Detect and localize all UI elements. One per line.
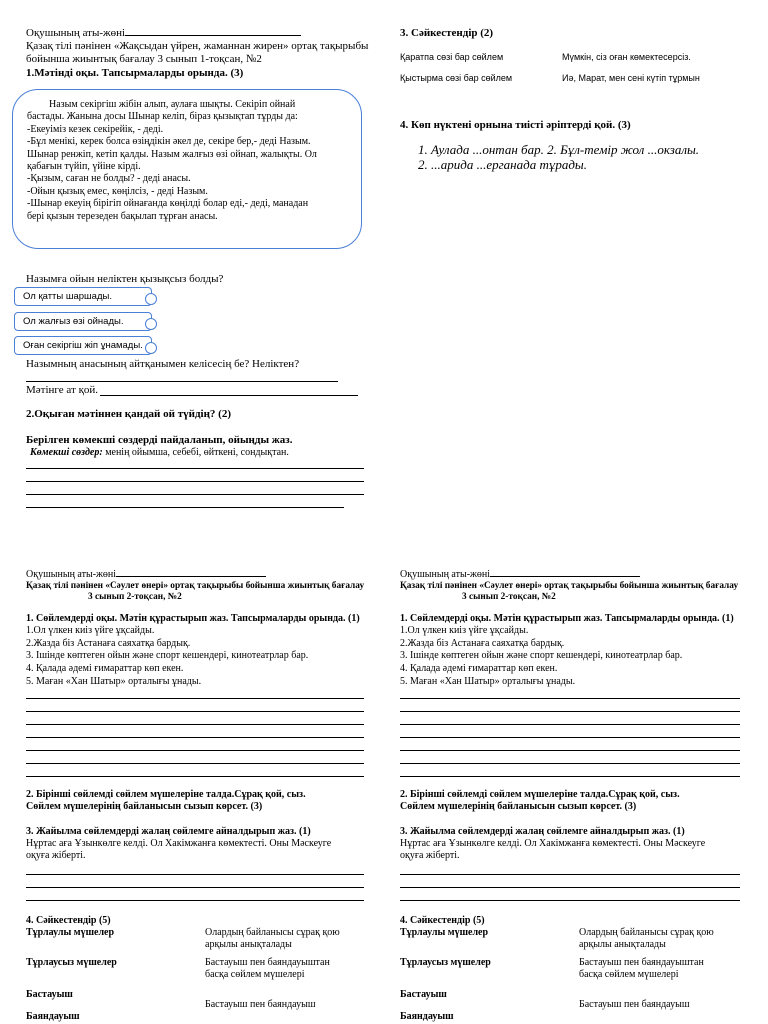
- task3-text: Нұртас аға Ұзынкөлге келді. Ол Хакімжанға көмектесті. Оны Мәскеуге: [26, 838, 332, 849]
- sentence: 4. Қалада әдемі ғимараттар көп екен.: [26, 663, 184, 675]
- story-line: бері қызын терезеден бақылап тұрған анасы.: [27, 210, 218, 222]
- answer-line[interactable]: [400, 750, 740, 751]
- answer-line[interactable]: [26, 724, 364, 725]
- answer-line[interactable]: [26, 381, 338, 382]
- task3-text: оқуға жіберті.: [400, 850, 460, 861]
- story-line: -Қызым, саған не болды? - деді анасы.: [27, 173, 191, 185]
- answer-line[interactable]: [400, 698, 740, 699]
- match-term[interactable]: Бастауыш: [26, 989, 73, 1000]
- match-def[interactable]: Олардың байланысы сұрақ қою: [579, 927, 714, 938]
- match-def: басқа сөйлем мүшелері: [205, 969, 305, 980]
- task4-heading: 4. Сәйкестендір (5): [26, 915, 111, 926]
- answer-line[interactable]: [400, 887, 740, 888]
- answer-line[interactable]: [26, 507, 344, 508]
- story-line: -Бұл менікі, керек болса өзіңдікін әкел де, секіре бер,- деді Назым.: [27, 136, 311, 148]
- match-def: арқылы анықталады: [205, 939, 292, 950]
- match-term[interactable]: Тұрлаусыз мүшелер: [400, 957, 491, 968]
- task2-heading: 2. Бірінші сөйлемді сөйлем мүшелеріне талда.Сұрақ қой, сыз.: [400, 789, 680, 800]
- bubble-tail-icon: [145, 318, 157, 330]
- fill-letters-heading: 4. Көп нүктені орнына тиісті әріптерді қой. (3): [400, 119, 631, 131]
- story-line: -Шынар екеуің бірігіп ойнағанда көңілді болар еді,- деді, манадан: [27, 198, 309, 210]
- answer-line[interactable]: [26, 887, 364, 888]
- answer-option[interactable]: Оған секіргіш жіп ұнамады.: [14, 336, 152, 355]
- task2-instruction: Берілген көмекші сөздерді пайдаланып, ойыңды жаз.: [26, 434, 293, 446]
- answer-line[interactable]: [26, 900, 364, 901]
- story-line: Шынар ренжіп, кетіп қалды. Назым жалғыз өзі ойнап, жалықты. Ол: [27, 148, 317, 160]
- bubble-tail-icon: [145, 293, 157, 305]
- answer-line[interactable]: [400, 737, 740, 738]
- task3-heading: 3. Жайылма сөйлемдерді жалаң сөйлемге айналдырып жаз. (1): [400, 826, 685, 837]
- bubble-tail-icon: [145, 342, 157, 354]
- answer-line[interactable]: [26, 468, 364, 469]
- story-line: Назым секіргіш жібін алып, аулаға шықты. Секіріп ойнай: [49, 99, 296, 110]
- sentence: 3. Ішінде көптеген ойын және спорт кешендері, кинотеатрлар бар.: [26, 650, 309, 662]
- answer-line[interactable]: [400, 711, 740, 712]
- helper-words: Көмекші сөздер: менің ойымша, себебі, өйткені, сондықтан.: [30, 447, 289, 458]
- sentence: 1.Ол үлкен киіз үйге ұқсайды.: [400, 625, 529, 636]
- answer-option[interactable]: Ол жалғыз өзі ойнады.: [14, 312, 152, 331]
- sentence-list: [400, 625, 682, 689]
- answer-line[interactable]: [100, 395, 358, 396]
- task2-heading: Сөйлем мүшелерінің байланысын сызып көрсет. (3): [26, 801, 263, 812]
- match-def: арқылы анықталады: [579, 939, 666, 950]
- match-def: басқа сөйлем мүшелері: [579, 969, 679, 980]
- name-label: Оқушының аты-жөні: [26, 27, 356, 40]
- task3-text: Нұртас аға Ұзынкөлге келді. Ол Хакімжанға көмектесті. Оны Мәскеуге: [400, 838, 706, 849]
- match-left-item[interactable]: Қаратпа сөзі бар сөйлем: [400, 52, 504, 62]
- answer-line[interactable]: [26, 481, 364, 482]
- match-def[interactable]: Олардың байланысы сұрақ қою: [205, 927, 340, 938]
- match-def[interactable]: Бастауыш пен баяндауыш: [205, 999, 316, 1010]
- answer-line[interactable]: [26, 874, 364, 875]
- match-term[interactable]: Тұрлаусыз мүшелер: [26, 957, 117, 968]
- story-text: [27, 99, 357, 223]
- question-1: Назымға ойын неліктен қызықсыз болды?: [26, 273, 224, 285]
- answer-line[interactable]: [26, 494, 364, 495]
- task3-text: оқуға жіберті.: [26, 850, 86, 861]
- name-label: Оқушының аты-жөні: [26, 569, 266, 581]
- answer-line[interactable]: [26, 737, 364, 738]
- title-prompt: Мәтінге ат қой.: [26, 384, 99, 396]
- task4-heading: 4. Сәйкестендір (5): [400, 915, 485, 926]
- match-term[interactable]: Тұрлаулы мүшелер: [26, 927, 115, 938]
- title-line-1: Қазақ тілі пәнінен «Сәулет өнері» ортақ тақырыбы бойынша жиынтық бағалау: [400, 581, 739, 591]
- match-right-item[interactable]: Иә, Марат, мен сені күтіп тұрмын: [562, 73, 700, 83]
- task3-heading: 3. Жайылма сөйлемдерді жалаң сөйлемге айналдырып жаз. (1): [26, 826, 311, 837]
- sentence: 5. Маған «Хан Шатыр» орталығы ұнады.: [400, 675, 576, 687]
- answer-line[interactable]: [400, 900, 740, 901]
- answer-line[interactable]: [26, 750, 364, 751]
- answer-option[interactable]: Ол қатты шаршады.: [14, 287, 152, 306]
- title-line-2: бойынша жиынтық бағалау 3 сынып 1-тоқсан, №2: [26, 53, 262, 65]
- task1-heading: 1. Сөйлемдерді оқы. Мәтін құрастырып жаз. Тапсырмаларды орында. (1): [26, 613, 360, 624]
- task2-heading: Сөйлем мүшелерінің байланысын сызып көрсет. (3): [400, 801, 637, 812]
- sentence: 1.Ол үлкен киіз үйге ұқсайды.: [26, 625, 155, 636]
- match-def[interactable]: Бастауыш пен баяндауыштан: [579, 957, 704, 968]
- story-line: қабағын түйіп, үйіне кірді.: [27, 161, 141, 173]
- title-line-2: 3 сынып 2-тоқсан, №2: [88, 592, 182, 602]
- question-2: Назымның анасының айтқанымен келісесің бе? Неліктен?: [26, 358, 300, 370]
- match-term[interactable]: Баяндауыш: [400, 1011, 454, 1022]
- match-def[interactable]: Бастауыш пен баяндауыштан: [205, 957, 330, 968]
- name-label: Оқушының аты-жөні: [400, 569, 640, 581]
- title-line-1: Қазақ тілі пәнінен «Сәулет өнері» ортақ тақырыбы бойынша жиынтық бағалау: [26, 581, 365, 591]
- sentence-list: [26, 625, 308, 689]
- answer-line[interactable]: [400, 724, 740, 725]
- match-right-item[interactable]: Мүмкін, сіз оған көмектесерсіз.: [562, 52, 691, 62]
- task1-heading: 1. Сөйлемдерді оқы. Мәтін құрастырып жаз. Тапсырмаларды орында. (1): [400, 613, 734, 624]
- answer-line[interactable]: [400, 874, 740, 875]
- match-term[interactable]: Бастауыш: [400, 989, 447, 1000]
- answer-line[interactable]: [26, 776, 364, 777]
- answer-line[interactable]: [400, 763, 740, 764]
- sentence: 2.Жазда біз Астанаға саяхатқа бардық.: [26, 637, 191, 649]
- answer-line[interactable]: [26, 698, 364, 699]
- sentence: 3. Ішінде көптеген ойын және спорт кешендері, кинотеатрлар бар.: [400, 650, 683, 662]
- match-task-heading: 3. Сәйкестендір (2): [400, 27, 494, 39]
- title-line-2: 3 сынып 2-тоқсан, №2: [462, 592, 556, 602]
- match-term[interactable]: Тұрлаулы мүшелер: [400, 927, 489, 938]
- story-line: -Екеуіміз кезек секірейік, - деді.: [27, 123, 164, 135]
- sentence: 4. Қалада әдемі ғимараттар көп екен.: [400, 663, 558, 675]
- answer-line[interactable]: [26, 711, 364, 712]
- story-line: бастады. Жанына досы Шынар келіп, біраз қызықтап тұрды да:: [27, 111, 298, 123]
- sentence: 5. Маған «Хан Шатыр» орталығы ұнады.: [26, 675, 202, 687]
- match-def[interactable]: Бастауыш пен баяндауыш: [579, 999, 690, 1010]
- handwritten-line: 2. ...арида ...ерганада тұрады.: [418, 157, 587, 172]
- answer-line[interactable]: [26, 763, 364, 764]
- sentence: 2.Жазда біз Астанаға саяхатқа бардық.: [400, 637, 565, 649]
- match-term[interactable]: Баяндауыш: [26, 1011, 80, 1022]
- task2-heading: 2.Оқыған мәтіннен қандай ой түйдің? (2): [26, 408, 231, 420]
- task1-heading: 1.Мәтінді оқы. Тапсырмаларды орында. (3): [26, 67, 244, 79]
- answer-line[interactable]: [400, 776, 740, 777]
- story-line: -Ойын қызық емес, көңілсіз, - деді Назым.: [27, 185, 208, 197]
- task2-heading: 2. Бірінші сөйлемді сөйлем мүшелеріне талда.Сұрақ қой, сыз.: [26, 789, 306, 800]
- title-line-1: Қазақ тілі пәнінен «Жақсыдан үйрен, жаманнан жирен» ортақ тақырыбы: [26, 40, 369, 52]
- handwritten-line: 1. Аулада ...онтан бар. 2. Бұл-темір жол ...окзалы.: [418, 142, 700, 157]
- match-left-item[interactable]: Қыстырма сөзі бар сөйлем: [400, 73, 513, 83]
